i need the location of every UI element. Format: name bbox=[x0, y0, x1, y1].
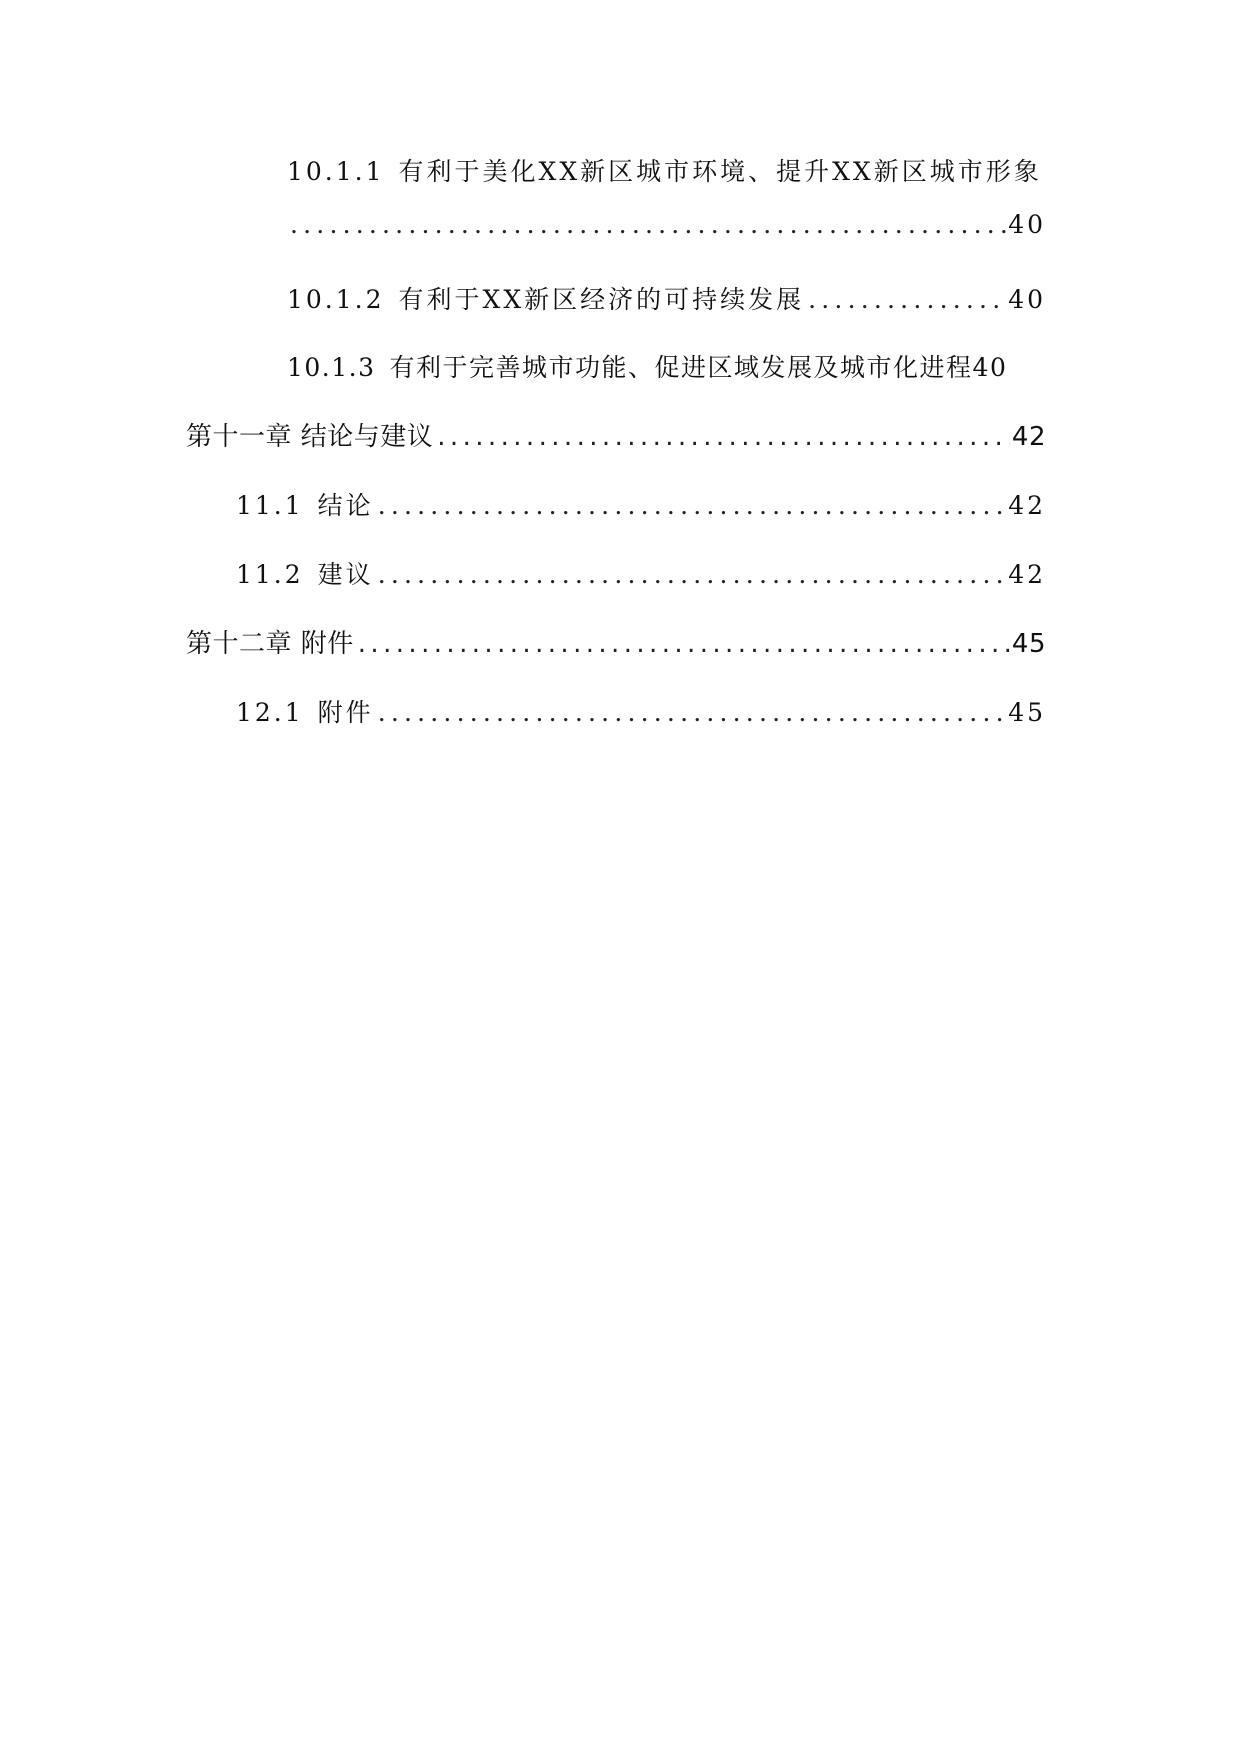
toc-entry-number: 11.2 bbox=[236, 560, 304, 589]
toc-entry-page: 42 bbox=[1011, 422, 1046, 452]
toc-entry-10-1-2[interactable] bbox=[287, 280, 1046, 316]
dot-leader bbox=[378, 698, 1007, 727]
toc-entry-number: 10.1.3 bbox=[287, 353, 376, 382]
toc-entry-number: 12.1 bbox=[236, 698, 304, 727]
dot-leader bbox=[808, 285, 1006, 314]
toc-entry-title: 有利于完善城市功能、促进区域发展及城市化进程 bbox=[389, 353, 973, 382]
toc-entry-10-1-3[interactable] bbox=[287, 348, 1007, 384]
toc-entry-page: 42 bbox=[1008, 560, 1046, 589]
toc-chapter-11[interactable] bbox=[186, 416, 1046, 453]
dot-leader bbox=[290, 210, 1006, 239]
dot-leader bbox=[358, 629, 1010, 659]
toc-entry-number: 10.1.2 bbox=[287, 285, 385, 314]
toc-chapter-title: 第十一章 结论与建议 bbox=[186, 422, 434, 452]
toc-entry-page: 40 bbox=[1008, 210, 1046, 239]
toc-chapter-title: 第十二章 附件 bbox=[186, 629, 354, 659]
dot-leader bbox=[378, 560, 1007, 589]
toc-entry-title: 有利于美化XX新区城市环境、提升XX新区城市形象 bbox=[398, 157, 1042, 186]
toc-entry-title: 有利于XX新区经济的可持续发展 bbox=[398, 285, 805, 314]
toc-entry-title: 建议 bbox=[317, 560, 374, 589]
toc-entry-10-1-1[interactable] bbox=[287, 152, 1042, 188]
toc-entry-title: 附件 bbox=[317, 698, 374, 727]
toc-entry-10-1-1-leader-line bbox=[290, 210, 1046, 239]
toc-entry-number: 11.1 bbox=[236, 491, 304, 520]
dot-leader bbox=[378, 491, 1007, 520]
toc-chapter-12[interactable] bbox=[186, 623, 1046, 660]
toc-entry-page: 45 bbox=[1008, 698, 1046, 727]
toc-entry-title: 结论 bbox=[317, 491, 374, 520]
toc-entry-page: 42 bbox=[1008, 491, 1046, 520]
toc-entry-11-2[interactable] bbox=[236, 555, 1046, 591]
toc-entry-page: 45 bbox=[1011, 629, 1046, 659]
toc-entry-11-1[interactable] bbox=[236, 486, 1046, 522]
toc-entry-page: 40 bbox=[1008, 285, 1046, 314]
dot-leader bbox=[437, 422, 1010, 452]
toc-entry-12-1[interactable] bbox=[236, 693, 1046, 729]
toc-entry-page: 40 bbox=[972, 353, 1008, 382]
toc-entry-number: 10.1.1 bbox=[287, 157, 385, 186]
